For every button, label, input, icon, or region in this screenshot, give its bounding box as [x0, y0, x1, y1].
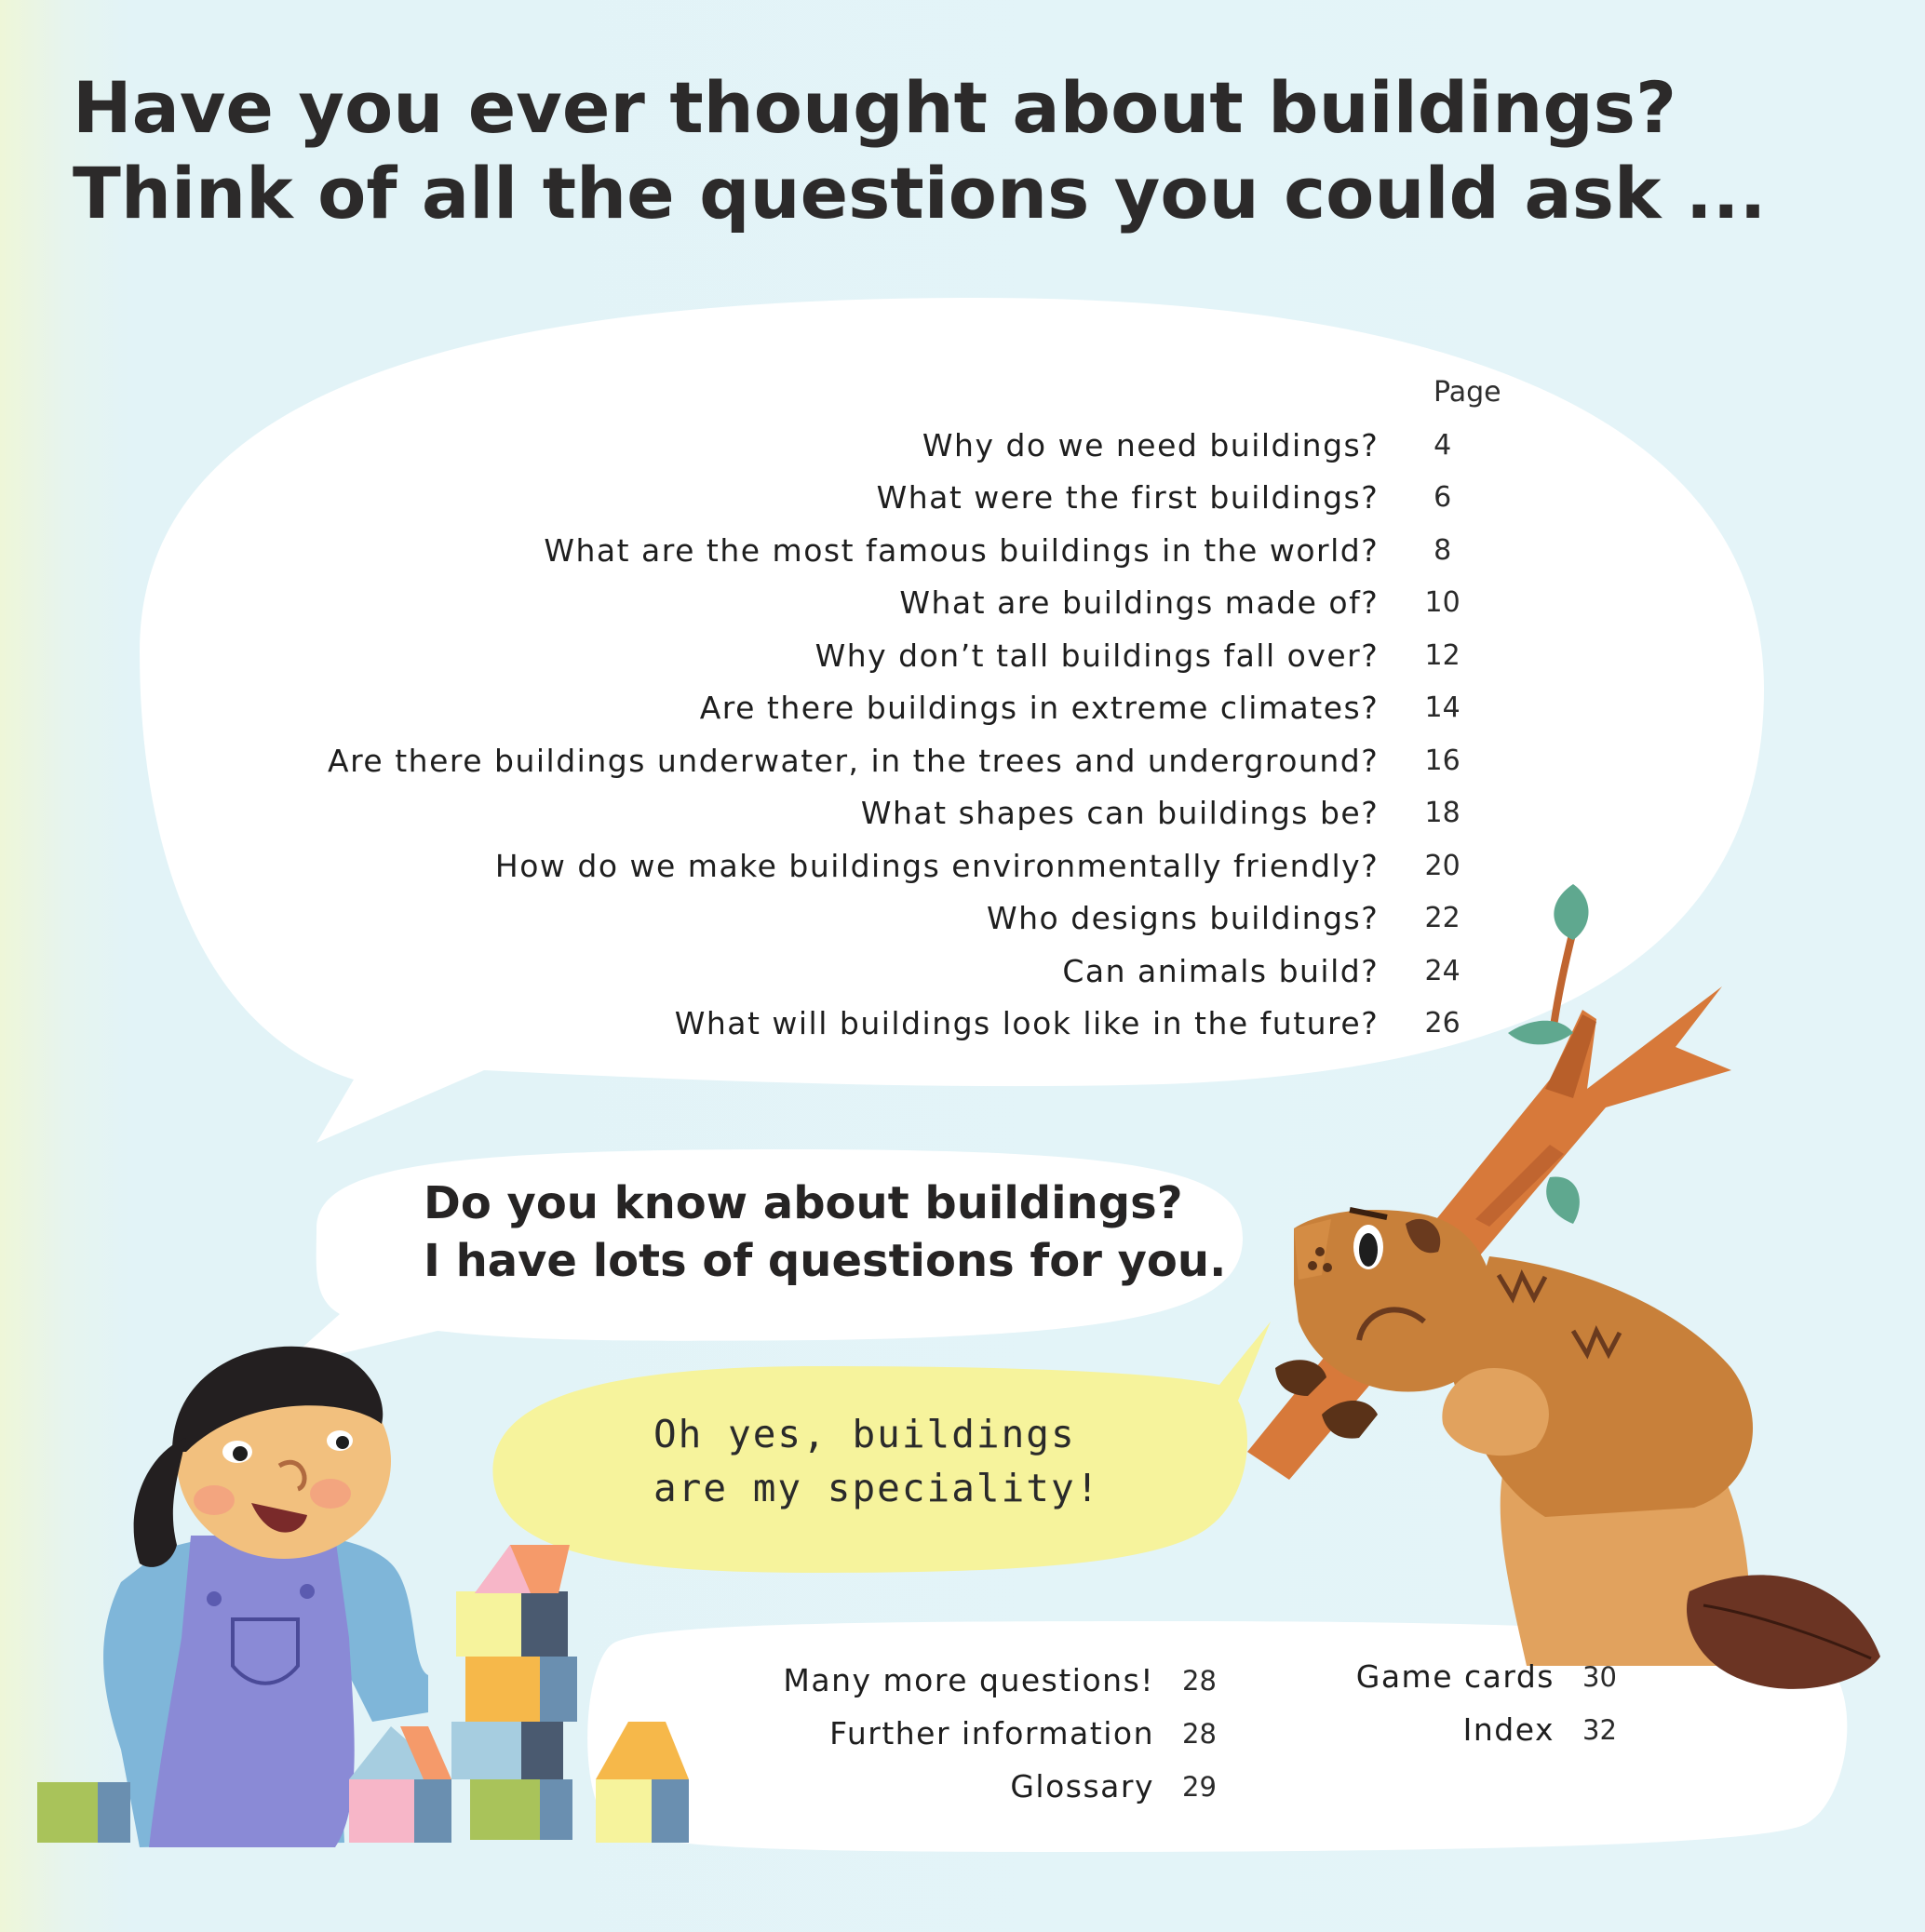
- contents-item[interactable]: [112, 839, 1489, 892]
- contents-item[interactable]: [112, 998, 1489, 1051]
- girl-speech-line-2: I have lots of questions for you.: [424, 1235, 1227, 1287]
- beaver-speech-text: [653, 1407, 1100, 1515]
- contents-page-number: 26: [1424, 1007, 1461, 1040]
- back-matter-label: Index: [1462, 1711, 1555, 1748]
- contents-item[interactable]: [112, 682, 1489, 735]
- back-matter-label: Game cards: [1355, 1658, 1555, 1695]
- back-matter-item[interactable]: [1229, 1703, 1638, 1756]
- contents-page-number: 8: [1434, 533, 1452, 567]
- contents-page-number: 20: [1424, 849, 1461, 882]
- contents-question: Why do we need buildings?: [922, 426, 1380, 463]
- back-matter-label: Glossary: [1010, 1768, 1154, 1805]
- back-matter-page-number: 30: [1582, 1660, 1617, 1693]
- contents-page-number: 22: [1424, 902, 1461, 935]
- back-matter-item[interactable]: [1229, 1650, 1638, 1703]
- contents-page-number: 6: [1434, 481, 1452, 515]
- contents-item[interactable]: [112, 419, 1489, 472]
- title-line-2: Think of all the questions you could ask ...: [73, 152, 1767, 235]
- contents-question: Who designs buildings?: [986, 900, 1380, 937]
- girl-speech-text: [424, 1174, 1226, 1290]
- contents-item[interactable]: [112, 472, 1489, 525]
- beaver-speech-line-2: are my speciality!: [653, 1466, 1101, 1510]
- back-matter-list-right: [1229, 1650, 1638, 1756]
- contents-question: Are there buildings underwater, in the trees and underground?: [328, 742, 1380, 779]
- back-matter-list-left: [652, 1654, 1238, 1813]
- back-matter-page-number: 29: [1182, 1770, 1217, 1803]
- back-matter-label: Many more questions!: [783, 1662, 1154, 1698]
- back-matter-item[interactable]: [652, 1760, 1238, 1813]
- contents-list: [112, 419, 1489, 1050]
- contents-question: Why don’t tall buildings fall over?: [814, 637, 1380, 674]
- beaver-speech-line-1: Oh yes, buildings: [653, 1412, 1076, 1456]
- contents-item[interactable]: [112, 577, 1489, 630]
- contents-page-number: 12: [1424, 638, 1461, 672]
- contents-page-number: 4: [1434, 428, 1452, 462]
- back-matter-item[interactable]: [652, 1707, 1238, 1760]
- back-matter-page-number: 28: [1182, 1717, 1217, 1750]
- back-matter-item[interactable]: [652, 1654, 1238, 1707]
- contents-page-header: Page: [1434, 376, 1501, 409]
- contents-page-number: 18: [1424, 797, 1461, 830]
- contents-item[interactable]: [112, 629, 1489, 682]
- back-matter-page-number: 28: [1182, 1664, 1217, 1697]
- girl-speech-line-1: Do you know about buildings?: [424, 1177, 1183, 1229]
- contents-item[interactable]: [112, 945, 1489, 998]
- beaver: [1275, 1210, 1880, 1689]
- contents-question: What were the first buildings?: [876, 479, 1380, 517]
- contents-page-number: 14: [1424, 691, 1461, 725]
- contents-item[interactable]: [112, 734, 1489, 787]
- contents-question: What are buildings made of?: [899, 584, 1380, 622]
- contents-question: What will buildings look like in the future?: [674, 1005, 1380, 1042]
- contents-question: How do we make buildings environmentally friendly?: [494, 847, 1380, 884]
- contents-item[interactable]: [112, 892, 1489, 946]
- contents-question: What are the most famous buildings in the world?: [544, 531, 1380, 569]
- contents-item[interactable]: [112, 524, 1489, 577]
- contents-page-number: 16: [1424, 744, 1461, 777]
- contents-page-number: 24: [1424, 954, 1461, 987]
- leaf-icon: [1546, 1176, 1580, 1224]
- back-matter-label: Further information: [829, 1715, 1154, 1751]
- back-matter-page-number: 32: [1582, 1713, 1617, 1746]
- title-line-1: Have you ever thought about buildings?: [73, 66, 1677, 149]
- contents-question: Can animals build?: [1062, 952, 1380, 989]
- contents-question: Are there buildings in extreme climates?: [699, 690, 1380, 727]
- contents-question: What shapes can buildings be?: [860, 795, 1380, 832]
- contents-page-number: 10: [1424, 586, 1461, 620]
- leaf-icon: [1508, 1021, 1573, 1045]
- contents-item[interactable]: [112, 787, 1489, 840]
